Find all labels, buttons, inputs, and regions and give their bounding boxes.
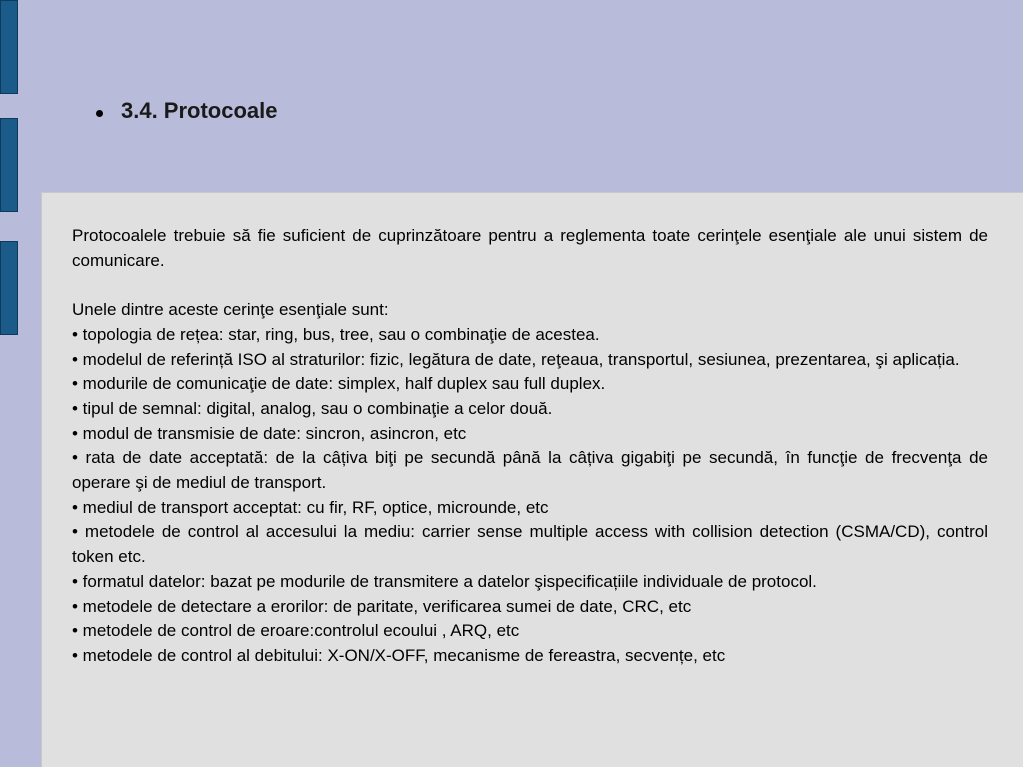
side-decoration-bar-1 — [0, 0, 18, 94]
content-box — [41, 192, 1023, 767]
list-item: • tipul de semnal: digital, analog, sau o combinaţie a celor două. — [72, 398, 553, 418]
list-item: • modurile de comunicaţie de date: simplex, half duplex sau full duplex. — [72, 374, 606, 394]
requirements-heading: Unele dintre aceste cerinţe esenţiale sunt: — [72, 300, 389, 320]
list-item: • mediul de transport acceptat: cu fir, RF, optice, microunde, etc — [72, 497, 549, 517]
slide-title: 3.4. Protocoale — [121, 98, 278, 123]
list-item: • formatul datelor: bazat pe modurile de transmitere a datelor şispecificațiile individuale de protocol. — [72, 571, 817, 591]
bullet-icon — [96, 110, 103, 117]
list-item: • metodele de detectare a erorilor: de paritate, verificarea sumei de date, CRC, etc — [72, 596, 692, 616]
intro-paragraph: Protocoalele trebuie să fie suficient de cuprinzătoare pentru a reglementa toate cerinţele esenţiale ale unui sistem de comunicare. — [72, 226, 988, 270]
slide-body — [72, 224, 988, 669]
list-item: • rata de date acceptată: de la câțiva biţi pe secundă până la câțiva gigabiţi pe secundă, în funcţie de frecvenţa de operare şi de mediul de transport. — [72, 448, 988, 493]
list-item: • metodele de control al accesului la mediu: carrier sense multiple access with collision detection (CSMA/CD), control token etc. — [72, 522, 988, 567]
list-item: • metodele de control al debitului: X-ON/X-OFF, mecanisme de fereastra, secvențe, etc — [72, 645, 726, 665]
list-item: • modelul de referință ISO al straturilor: fizic, legătura de date, reţeaua, transportul, sesiunea, prezentarea, şi aplicația. — [72, 349, 960, 369]
list-item: • modul de transmisie de date: sincron, asincron, etc — [72, 423, 467, 443]
side-decoration-bar-3 — [0, 241, 18, 335]
list-item: • topologia de rețea: star, ring, bus, tree, sau o combinaţie de acestea. — [72, 324, 600, 344]
slide-title-row — [96, 98, 278, 124]
list-item: • metodele de control de eroare:controlul ecoului , ARQ, etc — [72, 621, 520, 641]
paragraph-spacer — [72, 273, 988, 298]
side-decoration-bar-2 — [0, 118, 18, 212]
